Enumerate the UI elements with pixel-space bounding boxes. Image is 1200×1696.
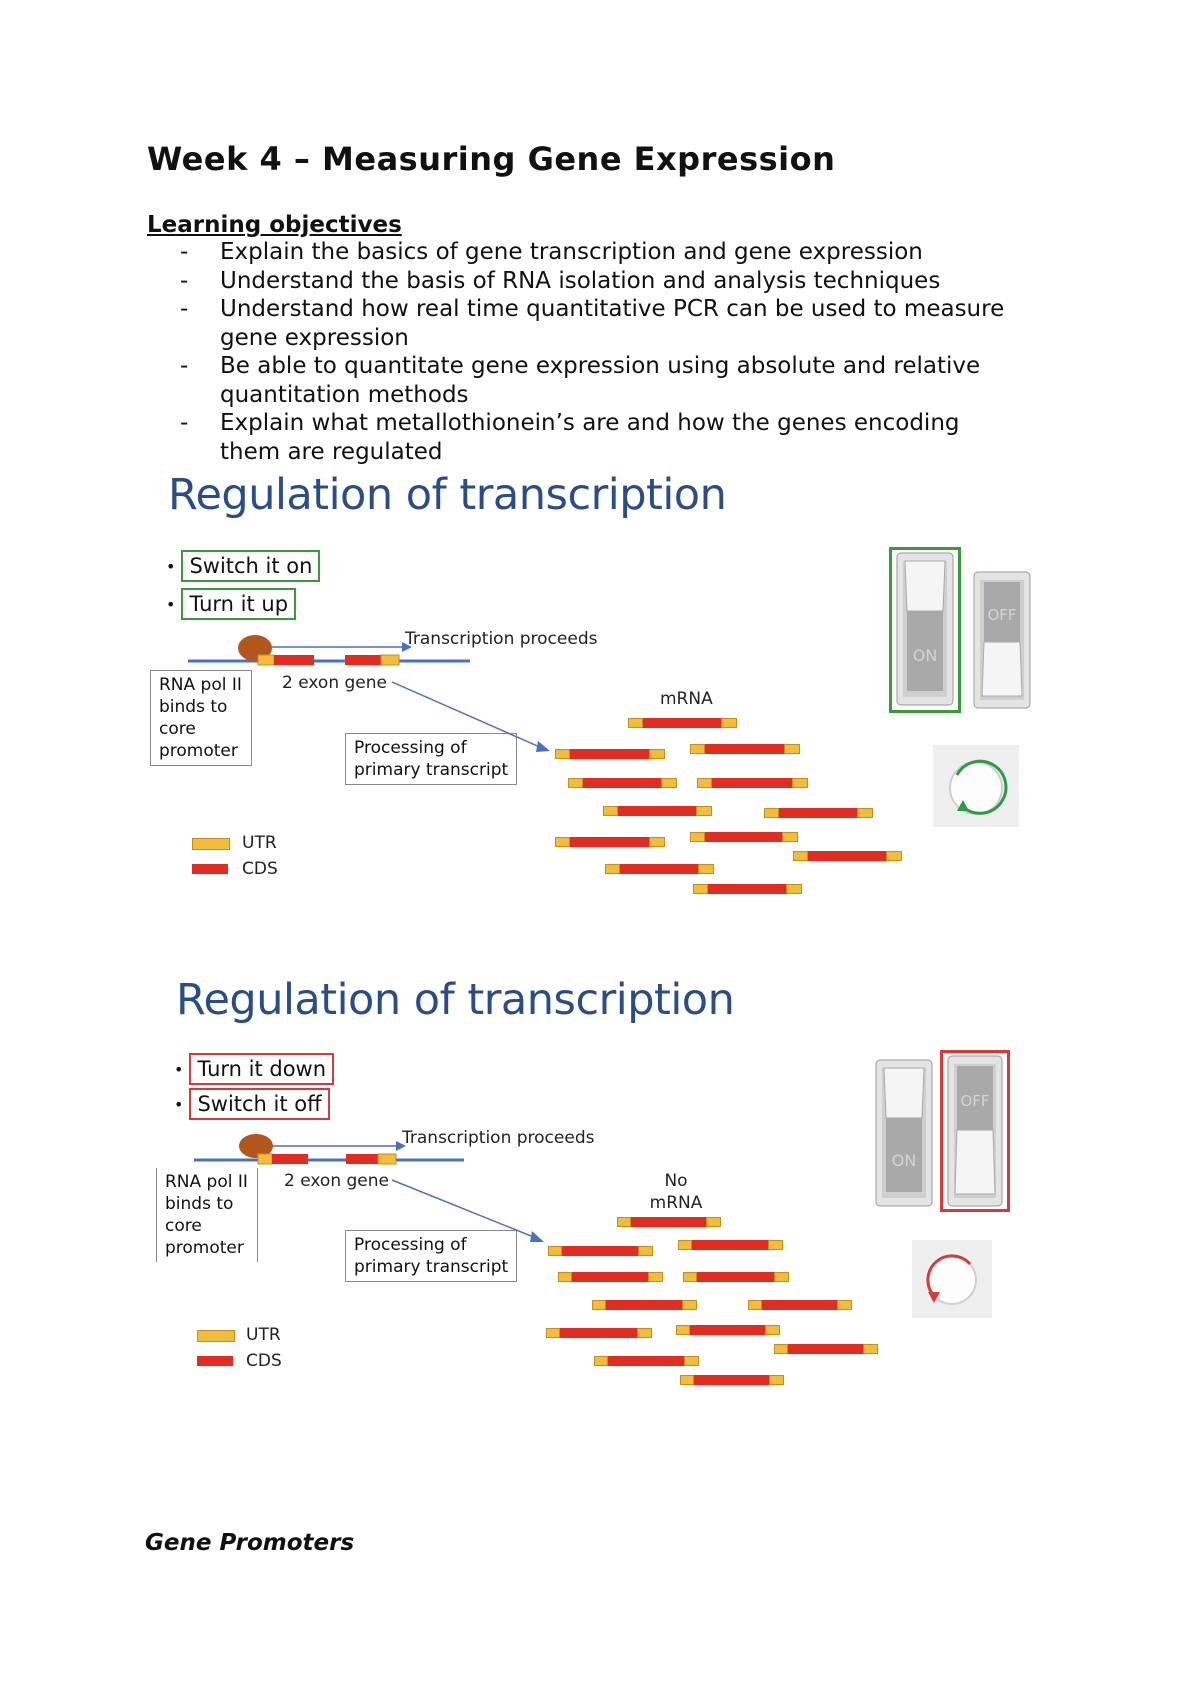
exon-block	[272, 1154, 308, 1164]
list-item: - Understand how real time quantitative PCR can be used to measure gene expression	[180, 296, 1005, 351]
page-title: Week 4 – Measuring Gene Expression	[147, 140, 836, 178]
mrna-transcript	[748, 1300, 852, 1310]
legend-cds-swatch	[197, 1356, 233, 1366]
utr-block	[258, 1154, 272, 1164]
dial-up-icon	[933, 745, 1019, 827]
switch-on-text: ON	[891, 1151, 917, 1170]
mrna-transcript	[678, 1240, 783, 1250]
bullet-switch-on: • Switch it on	[166, 550, 320, 582]
exon-gene-label: 2 exon gene	[282, 673, 387, 693]
processing-arrow	[390, 678, 560, 758]
utr-block	[258, 655, 274, 665]
bullet-switch-off: • Switch it off	[174, 1088, 330, 1120]
objectives-list	[147, 238, 1067, 466]
mrna-transcript	[764, 808, 873, 818]
rnapol-callout: RNA pol II binds to core promoter	[150, 670, 252, 766]
mrna-transcript	[594, 1356, 699, 1366]
transcription-proceeds-label: Transcription proceeds	[402, 1128, 595, 1148]
mrna-transcript	[690, 832, 798, 842]
mrna-transcript	[676, 1325, 780, 1335]
rnapol-callout: RNA pol II binds to core promoter	[156, 1168, 258, 1262]
slide-title: Regulation of transcription	[168, 470, 727, 520]
mrna-transcript	[605, 864, 714, 874]
switch-on-text: ON	[912, 646, 938, 665]
exon-block	[274, 655, 314, 665]
list-item: - Be able to quantitate gene expression using absolute and relative quantitation methods	[180, 353, 981, 408]
legend-cds-label: CDS	[246, 1351, 282, 1371]
legend-utr-label: UTR	[246, 1325, 281, 1345]
mrna-transcript	[617, 1217, 721, 1227]
mrna-transcript	[793, 851, 902, 861]
switch-off-text: OFF	[960, 1092, 990, 1110]
legend-utr-label: UTR	[242, 833, 277, 853]
processing-arrow	[390, 1176, 550, 1256]
legend-cds-label: CDS	[242, 859, 278, 879]
legend-cds-swatch	[192, 864, 228, 874]
exon-gene-label: 2 exon gene	[284, 1171, 389, 1191]
mrna-transcript	[774, 1344, 878, 1354]
utr-block	[381, 655, 399, 665]
mrna-transcript	[568, 778, 677, 788]
switch-on-icon	[893, 551, 957, 709]
list-item: - Understand the basis of RNA isolation and analysis techniques	[180, 267, 941, 294]
transcription-proceeds-label: Transcription proceeds	[405, 629, 598, 649]
mrna-transcript	[592, 1300, 697, 1310]
list-item: - Explain the basics of gene transcription and gene expression	[180, 239, 923, 265]
switch-off-icon	[972, 570, 1032, 710]
mrna-transcript	[558, 1272, 663, 1282]
legend-utr-swatch	[192, 838, 230, 850]
processing-callout: Processing of primary transcript	[345, 733, 517, 785]
switch-off-icon	[944, 1054, 1006, 1208]
mrna-transcript	[555, 749, 665, 759]
legend-utr-swatch	[197, 1330, 235, 1342]
mrna-transcript	[603, 806, 712, 816]
switch-on-icon	[872, 1058, 936, 1208]
mrna-transcript	[693, 884, 802, 894]
mrna-transcript	[683, 1272, 789, 1282]
dial-down-icon	[912, 1240, 992, 1318]
bullet-turn-up: • Turn it up	[166, 588, 296, 620]
mrna-transcript	[548, 1246, 653, 1256]
no-mrna-label: No mRNA	[649, 1171, 703, 1213]
mrna-transcript	[555, 837, 665, 847]
mrna-transcript	[546, 1328, 652, 1338]
objectives-heading: Learning objectives	[147, 212, 402, 238]
mrna-transcript	[690, 744, 800, 754]
mrna-transcript	[680, 1375, 784, 1385]
bullet-turn-down: • Turn it down	[174, 1053, 334, 1085]
utr-block	[378, 1154, 396, 1164]
processing-callout: Processing of primary transcript	[345, 1230, 517, 1282]
slide-title: Regulation of transcription	[176, 975, 735, 1025]
mrna-transcript	[628, 718, 737, 728]
exon-block	[346, 1154, 378, 1164]
mrna-label: mRNA	[660, 689, 713, 709]
exon-block	[345, 655, 381, 665]
mrna-transcript	[697, 778, 808, 788]
section-heading: Gene Promoters	[145, 1530, 355, 1556]
list-item: - Explain what metallothionein’s are and how the genes encoding them are regulated	[180, 410, 960, 465]
switch-off-text: OFF	[987, 606, 1017, 624]
